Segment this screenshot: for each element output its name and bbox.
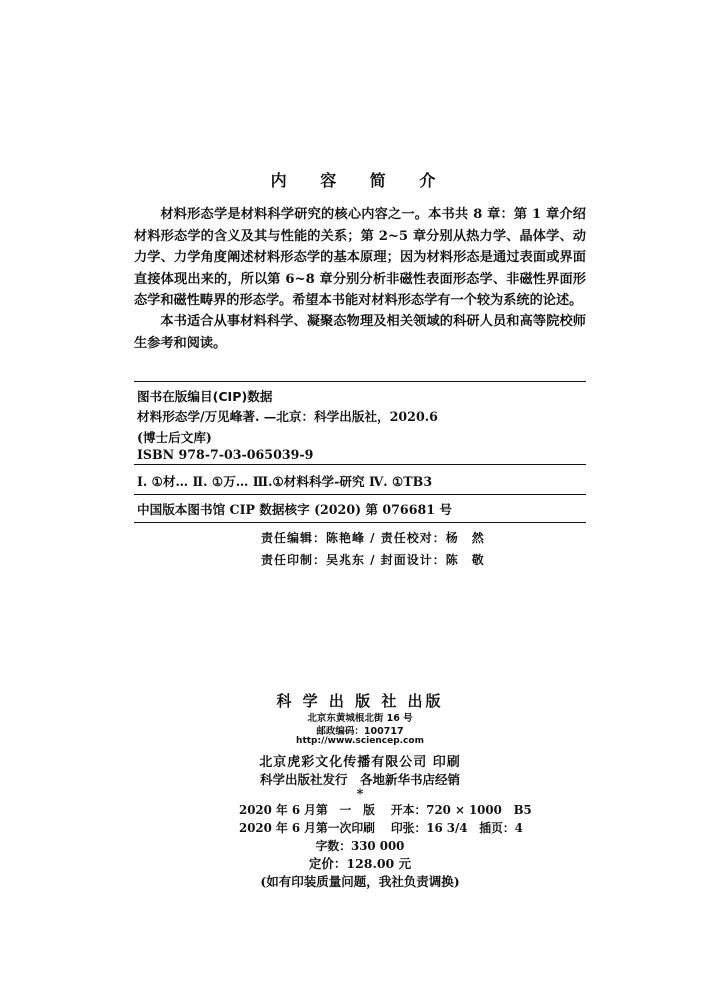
staff-production: 责任印制：吴兆东 / 封面设计：陈 敬 [261,553,485,567]
cip-title-line: 材料形态学/万见峰著. —北京：科学出版社，2020.6 [137,409,438,424]
summary-paragraph-1: 材料形态学是材料科学研究的核心内容之一。本书共 8 章：第 1 章介绍材料形态学的含义及其与性能的关系；第 2~5 章分别从热力学、晶体学、动力学、力学角度阐述材料形态学的基本原理；因为材料形态是通过表面或界面直接体现出来的，所以第 6~8 章分别分析非磁性表面形态学、非磁性界面形态学和磁性畴界的形态学。希望本书能对材料形态学有一个较为系统的论述。 [134,207,586,308]
cip-isbn: ISBN 978-7-03-065039-9 [137,447,314,462]
distribution-line: 科学出版社发行 各地新华书店经销 [259,772,460,787]
cip-top-rule [134,381,586,382]
cip-record-number: 中国版本图书馆 CIP 数据核字 (2020) 第 076681 号 [137,502,452,517]
cip-heading: 图书在版编目(CIP)数据 [137,389,273,404]
publisher-address: 北京东黄城根北街 16 号 [307,713,413,724]
staff-editors: 责任编辑：陈艳峰 / 责任校对：杨 然 [261,531,485,545]
printer-name: 北京虎彩文化传播有限公司 印刷 [259,755,461,770]
publisher-url: http://www.sciencep.com [296,736,424,746]
cip-rule-2 [134,464,586,465]
cip-bottom-rule [134,522,586,523]
word-count: 字数：330 000 [315,839,405,853]
edition-format-line: 2020 年 6 月第 一 版 开本：720 × 1000 B5 [239,803,532,817]
quality-note: (如有印装质量问题，我社负责调换) [260,874,460,889]
cip-classification: Ⅰ. ①材… Ⅱ. ①万… Ⅲ.①材料科学-研究 Ⅳ. ①TB3 [137,474,433,489]
summary-paragraph-2: 本书适合从事材料科学、凝聚态物理及相关领域的科研人员和高等院校师生参考和阅读。 [134,314,586,351]
publisher-name: 科 学 出 版 社 出版 [276,692,444,710]
separator-star: * [356,787,364,802]
price: 定价：128.00 元 [308,856,412,871]
page-title: 内 容 简 介 [270,171,450,190]
cip-series: (博士后文库) [137,430,212,445]
publisher-zipcode: 邮政编码：100717 [316,726,404,737]
cip-rule-3 [134,494,586,495]
printing-sheets-line: 2020 年 6 月第一次印刷 印张：16 3/4 插页：4 [239,821,523,835]
